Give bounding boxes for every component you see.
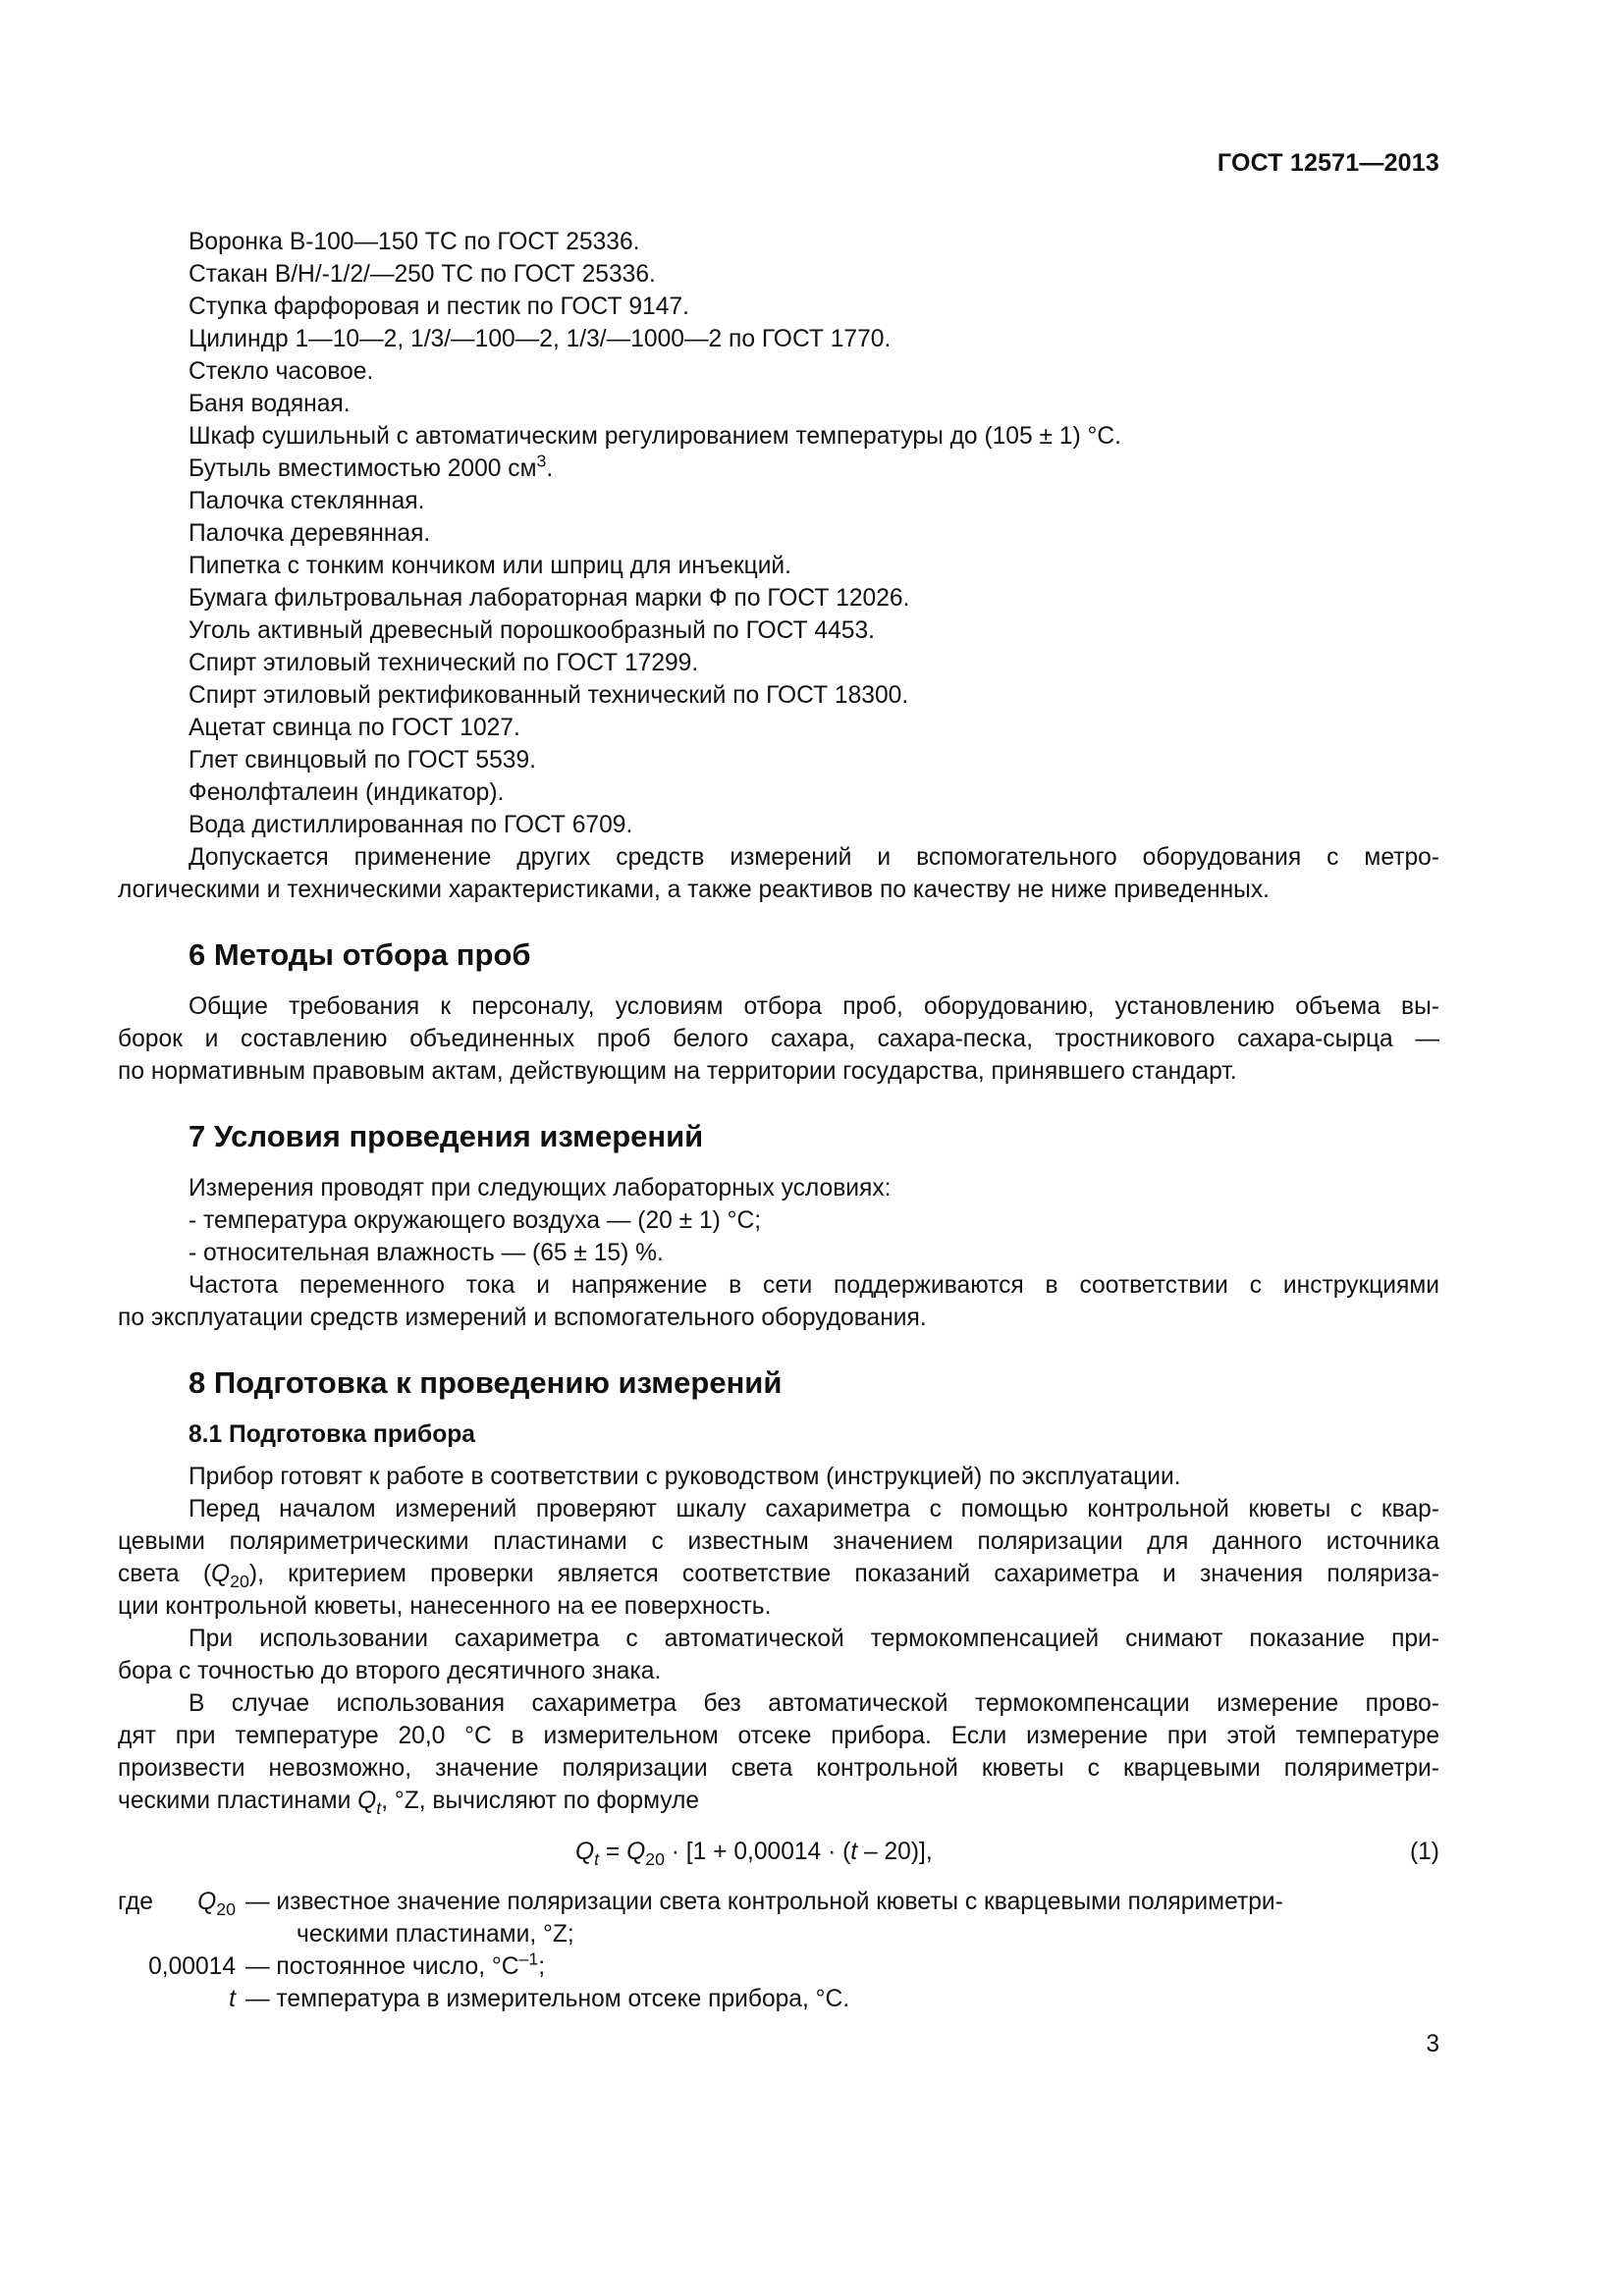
paragraph-line: При использовании сахариметра с автоматической термокомпенсацией снимают показание при-: [189, 1626, 1439, 1652]
text-run: света (: [118, 1561, 212, 1587]
superscript: –1: [518, 1949, 539, 1969]
list-item: Ступка фарфоровая и пестик по ГОСТ 9147.: [189, 294, 689, 320]
paragraph-line: произвести невозможно, значение поляризации света контрольной кюветы с кварцевыми поляриметри-: [118, 1755, 1439, 1782]
list-item: - относительная влажность — (65 ± 15) %.: [189, 1240, 664, 1266]
formula: [575, 1836, 933, 1868]
page-number: 3: [1426, 2031, 1439, 2057]
paragraph-line: В случае использования сахариметра без автоматической термокомпенсации измерение прово-: [189, 1690, 1439, 1717]
formula-rest: · [1 + 0,00014 · (: [664, 1839, 851, 1865]
where-definition: [118, 1950, 1439, 1983]
formula-eq: =: [599, 1839, 627, 1865]
paragraph-line: ции контрольной кюветы, нанесенного на ее поверхность.: [118, 1593, 772, 1620]
definition-end: ;: [538, 1953, 546, 1980]
list-item-end: .: [546, 455, 554, 482]
paragraph-line: борок и составлению объединенных проб белого сахара, сахара-песка, тростникового сахара-сырца —: [118, 1026, 1439, 1052]
list-item: Шкаф сушильный с автоматическим регулированием температуры до (105 ± 1) °С.: [189, 423, 1121, 450]
list-item: Воронка В-100—150 ТС по ГОСТ 25336.: [189, 229, 640, 255]
text-run: ческими пластинами: [118, 1788, 358, 1814]
list-item: Уголь активный древесный порошкообразный по ГОСТ 4453.: [189, 617, 875, 644]
list-item: [189, 453, 1439, 485]
where-symbol: [118, 1886, 236, 1918]
list-item: Фенолфталеин (индикатор).: [189, 779, 505, 806]
allowance-line: Допускается применение других средств измерений и вспомогательного оборудования с метро-: [189, 844, 1439, 871]
paragraph-line: Измерения проводят при следующих лабораторных условиях:: [189, 1175, 892, 1201]
paragraph-line: по нормативным правовым актам, действующим на территории государства, принявшего стандарт.: [118, 1058, 1237, 1085]
where-symbol: [118, 1983, 236, 2015]
equipment-list: [118, 226, 1439, 841]
where-definition: [118, 1886, 1439, 1950]
formula-lhs: Q: [575, 1839, 595, 1865]
document-header: ГОСТ 12571—2013: [1217, 149, 1439, 177]
symbol-q: Q: [211, 1561, 231, 1587]
list-item: Спирт этиловый технический по ГОСТ 17299.: [189, 650, 699, 676]
section-heading: 6 Методы отбора проб: [189, 937, 531, 972]
list-item: Пипетка с тонким кончиком или шприц для инъекций.: [189, 553, 792, 579]
paragraph-line: [118, 1558, 1439, 1590]
symbol-q: Q: [197, 1889, 217, 1915]
paragraph-line: бора с точностью до второго десятичного знака.: [118, 1658, 662, 1684]
where-definition: — температура в измерительном отсеке прибора, °С.: [245, 1986, 850, 2012]
paragraph-line: Частота переменного тока и напряжение в сети поддерживаются в соответствии с инструкциями: [189, 1272, 1439, 1299]
paragraph-line: дят при температуре 20,0 °С в измерительном отсеке прибора. Если измерение при этой температуре: [118, 1723, 1439, 1749]
subscript: t: [594, 1849, 600, 1870]
list-item: Ацетат свинца по ГОСТ 1027.: [189, 715, 520, 741]
allowance-line: логическими и техническими характеристиками, а также реактивов по качеству не ниже приведенных.: [118, 877, 1270, 903]
list-item: Бумага фильтровальная лабораторная марки Ф по ГОСТ 12026.: [189, 585, 910, 612]
list-item: - температура окружающего воздуха — (20 ± 1) °С;: [189, 1207, 762, 1234]
list-item: Вода дистиллированная по ГОСТ 6709.: [189, 812, 633, 838]
subsection-heading: 8.1 Подготовка прибора: [189, 1421, 475, 1448]
list-item: Глет свинцовый по ГОСТ 5539.: [189, 747, 536, 774]
paragraph-line: Перед началом измерений проверяют шкалу сахариметра с помощью контрольной кюветы с квар-: [189, 1496, 1439, 1522]
text-run: ), критерием проверки является соответствие показаний сахариметра и значения поляриза-: [248, 1561, 1439, 1587]
symbol-t: t: [229, 1986, 236, 2012]
list-item: Цилиндр 1—10—2, 1/3/—100—2, 1/3/—1000—2 по ГОСТ 1770.: [189, 326, 892, 352]
equation-number: (1): [1409, 1839, 1439, 1865]
where-symbol: 0,00014: [148, 1953, 236, 1980]
where-row: [118, 1886, 1439, 1950]
paragraph-line: цевыми поляриметрическими пластинами с известным значением поляризации для данного источника: [118, 1528, 1439, 1555]
formula-t: t: [850, 1839, 858, 1865]
subscript: 20: [645, 1849, 665, 1870]
where-row: [118, 1983, 1439, 2015]
subscript: t: [376, 1798, 382, 1819]
definition-text: — известное значение поляризации света контрольной кюветы с кварцевыми поляриметри-: [245, 1889, 1283, 1915]
where-block: [118, 1886, 1439, 2015]
symbol-q: Q: [357, 1788, 377, 1814]
superscript: 3: [536, 451, 547, 471]
formula-rest: – 20)],: [857, 1839, 933, 1865]
where-label: где: [118, 1889, 153, 1915]
list-item-text: Бутыль вместимостью 2000 см: [189, 455, 537, 482]
where-row: [118, 1950, 1439, 1983]
subscript: 20: [216, 1899, 236, 1920]
section-heading: 7 Условия проведения измерений: [189, 1119, 704, 1153]
text-run: , °Z, вычисляют по формуле: [381, 1788, 700, 1814]
subscript: 20: [230, 1572, 249, 1592]
page-content: [118, 226, 1439, 2015]
paragraph-line: Общие требования к персоналу, условиям отбора проб, оборудованию, установлению объема вы-: [189, 993, 1439, 1020]
formula-rhs-q: Q: [626, 1839, 646, 1865]
paragraph-line: [118, 1785, 1439, 1817]
section-heading: 8 Подготовка к проведению измерений: [189, 1365, 783, 1400]
formula-row: [118, 1830, 1439, 1874]
paragraph-line: по эксплуатации средств измерений и вспомогательного оборудования.: [118, 1305, 927, 1331]
list-item: Палочка стеклянная.: [189, 488, 425, 514]
list-item: Стекло часовое.: [189, 358, 374, 385]
list-item: Спирт этиловый ректификованный технический по ГОСТ 18300.: [189, 682, 909, 709]
definition-text: — постоянное число, °С: [245, 1953, 519, 1980]
list-item: Стакан В/Н/-1/2/—250 ТС по ГОСТ 25336.: [189, 261, 656, 288]
list-item: Палочка деревянная.: [189, 520, 431, 547]
definition-text: ческими пластинами, °Z;: [297, 1921, 574, 1948]
paragraph-line: Прибор готовят к работе в соответствии с руководством (инструкцией) по эксплуатации.: [189, 1464, 1181, 1490]
list-item: Баня водяная.: [189, 391, 351, 417]
